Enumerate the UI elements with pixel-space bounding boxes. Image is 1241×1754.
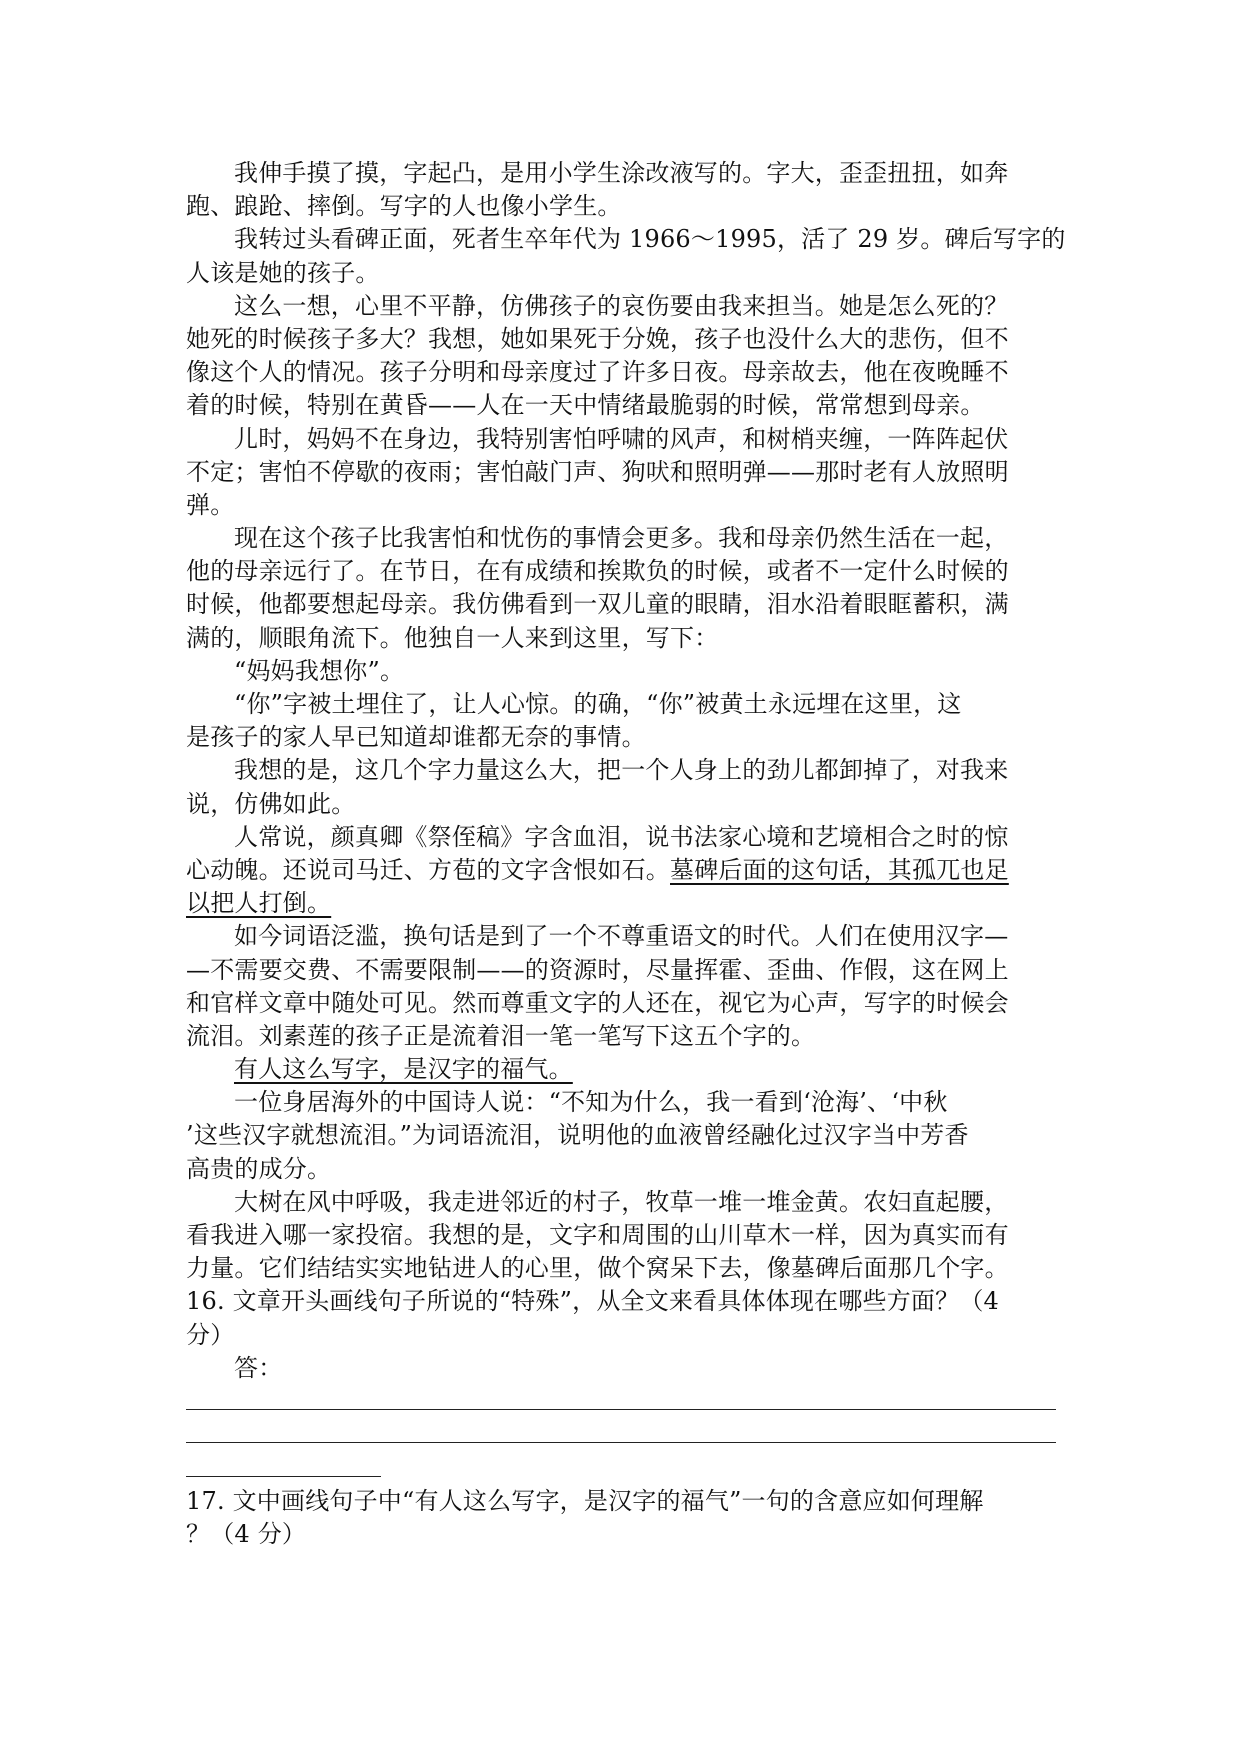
paragraph-line: 她死的时候孩子多大？我想，她如果死于分娩，孩子也没什么大的悲伤，但不 [186, 324, 1009, 353]
paragraph-line: 看我进入哪一家投宿。我想的是，文字和周围的山川草木一样，因为真实而有 [186, 1221, 1009, 1249]
answer-label: 答： [234, 1353, 283, 1382]
paragraph-line-with-underline [186, 854, 1056, 887]
paragraph-line: 说，仿佛如此。 [186, 789, 356, 818]
underlined-sentence: 墓碑后面的这句话，其孤兀也足 [670, 855, 1009, 884]
paragraph-line: 现在这个孩子比我害怕和忧伤的事情会更多。我和母亲仍然生活在一起， [234, 524, 1009, 553]
paragraph-line: 人该是她的孩子。 [186, 258, 380, 287]
answer-line[interactable] [186, 1418, 1056, 1451]
question-text: 17. 文中画线句子中“有人这么写字，是汉字的福气”一句的含意应如何理解 [186, 1486, 984, 1515]
paragraph-line-with-underline [186, 1053, 1056, 1086]
paragraph-line: 这么一想，心里不平静，仿佛孩子的哀伤要由我来担当。她是怎么死的？ [234, 291, 1009, 320]
question-text: ？（4 分） [186, 1519, 307, 1548]
answer-line[interactable] [186, 1451, 1056, 1484]
question-17 [186, 1485, 1056, 1551]
paragraph-line: 我伸手摸了摸，字起凸，是用小学生涂改液写的。字大，歪歪扭扭，如奔 [234, 159, 1009, 187]
paragraph-line: 是孩子的家人早已知道却谁都无奈的事情。 [186, 723, 646, 752]
paragraph-line: “你”字被土埋住了，让人心惊。的确，“你”被黄土永远埋在这里，这 [234, 690, 962, 718]
underlined-sentence: 以把人打倒。 [186, 889, 332, 918]
paragraph-line: 他的母亲远行了。在节日，在有成绩和挨欺负的时候，或者不一定什么时候的 [186, 557, 1009, 586]
paragraph-line: 高贵的成分。 [186, 1154, 332, 1183]
paragraph-line: 我想的是，这几个字力量这么大，把一个人身上的劲儿都卸掉了，对我来 [234, 756, 1009, 785]
paragraph-line: 我转过头看碑正面，死者生卒年代为 1966～1995，活了 29 岁。碑后写字的 [234, 225, 1066, 254]
paragraph-line: 人常说，颜真卿《祭侄稿》字含血泪，说书法家心境和艺境相合之时的惊 [234, 822, 1009, 851]
quoted-inscription: “妈妈我想你”。 [234, 656, 405, 685]
passage [186, 157, 1066, 1285]
question-16 [186, 1285, 1056, 1484]
question-text: 分） [186, 1320, 235, 1349]
paragraph-line-with-underline [186, 887, 1056, 920]
answer-line[interactable] [186, 1385, 1056, 1418]
paragraph-line: 如今词语泛滥，换句话是到了一个不尊重语文的时代。人们在使用汉字— [234, 922, 1009, 951]
paragraph-line: 时候，他都要想起母亲。我仿佛看到一双儿童的眼睛，泪水沿着眼眶蓄积，满 [186, 590, 1009, 619]
underlined-sentence: 有人这么写字，是汉字的福气。 [234, 1055, 573, 1084]
paragraph-line: 儿时，妈妈不在身边，我特别害怕呼啸的风声，和树梢夹缠，一阵阵起伏 [234, 424, 1009, 453]
paragraph-line: ’这些汉字就想流泪。”为词语流泪，说明他的血液曾经融化过汉字当中芳香 [186, 1121, 969, 1150]
paragraph-line: 和官样文章中随处可见。然而尊重文字的人还在，视它为心声，写字的时候会 [186, 988, 1009, 1017]
paragraph-line: —不需要交费、不需要限制——的资源时，尽量挥霍、歪曲、作假，这在网上 [186, 955, 1009, 984]
paragraph-line: 力量。它们结结实实地钻进人的心里，做个窝呆下去，像墓碑后面那几个字。 [186, 1254, 1009, 1283]
paragraph-line: 像这个人的情况。孩子分明和母亲度过了许多日夜。母亲故去，他在夜晚睡不 [186, 358, 1009, 387]
paragraph-line: 满的，顺眼角流下。他独自一人来到这里，写下： [186, 623, 719, 652]
question-text: 16. 文章开头画线句子所说的“特殊”，从全文来看具体体现在哪些方面？（4 [186, 1287, 1000, 1316]
line-text: 心动魄。还说司马迁、方苞的文字含恨如石。 [186, 855, 670, 884]
paragraph-line: 不定；害怕不停歇的夜雨；害怕敲门声、狗吠和照明弹——那时老有人放照明 [186, 457, 1009, 486]
paragraph-line: 着的时候，特别在黄昏——人在一天中情绪最脆弱的时候，常常想到母亲。 [186, 391, 985, 420]
paragraph-line: 流泪。刘素莲的孩子正是流着泪一笔一笔写下这五个字的。 [186, 1021, 816, 1050]
paragraph-line: 大树在风中呼吸，我走进邻近的村子，牧草一堆一堆金黄。农妇直起腰， [234, 1187, 1009, 1216]
paragraph-line: 一位身居海外的中国诗人说：“不知为什么，我一看到‘沧海’、‘中秋 [234, 1088, 948, 1117]
passage-and-questions [186, 157, 1066, 1551]
paragraph-line: 弹。 [186, 490, 235, 519]
paragraph-line: 跑、踉跄、摔倒。写字的人也像小学生。 [186, 192, 622, 221]
